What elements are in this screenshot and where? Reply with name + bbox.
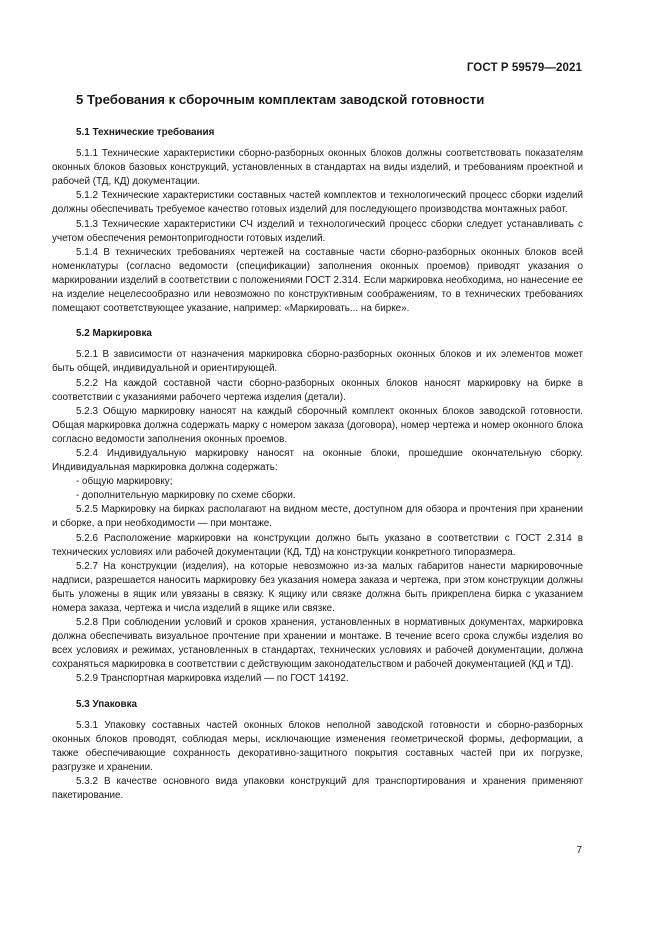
list-item: - дополнительную маркировку по схеме сборки. (76, 490, 296, 502)
subsection-title-5-1: 5.1 Технические требования (76, 127, 215, 138)
section-title: 5 Требования к сборочным комплектам заводской готовности (76, 92, 485, 107)
paragraph-5-2-3: 5.2.3 Общую маркировку наносят на каждый сборочный комплект оконных блоков заводской готовности. Общая маркировка должна содержать марку с номером заказа (договора), номер чертежа и номер оконного блока согласно ведомости заполнения оконных проемов. (52, 405, 583, 445)
paragraph-5-2-7: 5.2.7 На конструкции (изделия), на которые невозможно из-за малых габаритов нанести маркировочные надписи, разрешается наносить маркировку без указания номера заказа и чертежа, при этом конструкции должны быть уложены в ящик или увязаны в связку. К ящику или связке должна быть прикреплена бирка с указанием номера заказа, чертежа и числа изделий в ящике или связке. (52, 560, 583, 614)
paragraph-5-1-1: 5.1.1 Технические характеристики сборно-разборных оконных блоков должны соответствовать показателям оконных блоков базовых конструкций, установленных в стандартах на виды изделий, и требованиям проектной и рабочей (ТД, КД) документации. (52, 148, 583, 188)
document-code: ГОСТ Р 59579—2021 (466, 62, 582, 74)
paragraph-5-2-2: 5.2.2 На каждой составной части сборно-разборных оконных блоков наносят маркировку на бирке в соответствии с указаниями рабочего чертежа изделия (детали). (52, 377, 583, 403)
page-number: 7 (576, 845, 582, 856)
paragraph-5-1-4: 5.1.4 В технических требованиях чертежей на составные части сборно-разборных оконных блоков всей номенклатуры (согласно ведомости (спецификации) заполнения оконных проемов) приводят указания о маркировании изделий в соответствии с положениями ГОСТ 2.314. Если маркировка необходима, но нанесение ее на изделие нецелесообразно или невозможно по конструктивным соображениям, то в технических требованиях помещают соответствующее указание, например: «Маркировать... на бирке». (52, 246, 583, 315)
subsection-title-5-2: 5.2 Маркировка (76, 328, 152, 340)
paragraph-5-2-1: 5.2.1 В зависимости от назначения маркировка сборно-разборных оконных блоков и их элементов может быть общей, индивидуальной и ориентирующей. (52, 349, 583, 375)
document-body (52, 126, 583, 803)
subsection-title-5-3: 5.3 Упаковка (76, 698, 138, 710)
paragraph-5-3-1: 5.3.1 Упаковку составных частей оконных блоков неполной заводской готовности и сборно-разборных оконных блоков проводят, соблюдая меры, исключающие изменения геометрической формы, деформации, а также обеспечивающие сохранность декоративно-защитного покрытия составных частей при их погрузке, разгрузке и хранении. (52, 719, 583, 773)
paragraph-5-1-3: 5.1.3 Технические характеристики СЧ изделий и технологический процесс сборки следует устанавливать с учетом обеспечения ремонтопригодности готовых изделий. (52, 218, 583, 244)
paragraph-5-2-9: 5.2.9 Транспортная маркировка изделий — по ГОСТ 14192. (76, 673, 349, 685)
paragraph-5-2-6: 5.2.6 Расположение маркировки на конструкции должно быть указано в соответствии с ГОСТ 2.314 в технических условиях или рабочей документации (КД, ТД) на конструкции конкретного типоразмера. (52, 532, 583, 558)
paragraph-5-2-5: 5.2.5 Маркировку на бирках располагают на видном месте, доступном для обзора и прочтения при хранении и сборке, а при необходимости — при монтаже. (52, 504, 583, 530)
paragraph-5-1-2: 5.1.2 Технические характеристики составных частей комплектов и технологический процесс сборки изделий должны обеспечивать требуемое качество готовых изделий для последующего производства монтажных работ. (52, 190, 583, 216)
paragraph-5-2-4: 5.2.4 Индивидуальную маркировку наносят на оконные блоки, прошедшие окончательную сборку. Индивидуальная маркировка должна содержать: (52, 447, 583, 474)
paragraph-5-2-8: 5.2.8 При соблюдении условий и сроков хранения, установленных в нормативных документах, маркировка должна обеспечивать визуальное прочтение при хранении и монтаже. В течение всего срока службы изделия во всех условиях и режимах, установленных в стандартах, технических условиях и рабочей документации, должна сохраняться маркировка в соответствии с действующим законодательством и рабочей документацией (КД и ТД). (52, 617, 583, 671)
list-item: - общую маркировку; (76, 476, 173, 488)
paragraph-5-3-2: 5.3.2 В качестве основного вида упаковки конструкций для транспортирования и хранения применяют пакетирование. (52, 776, 583, 802)
